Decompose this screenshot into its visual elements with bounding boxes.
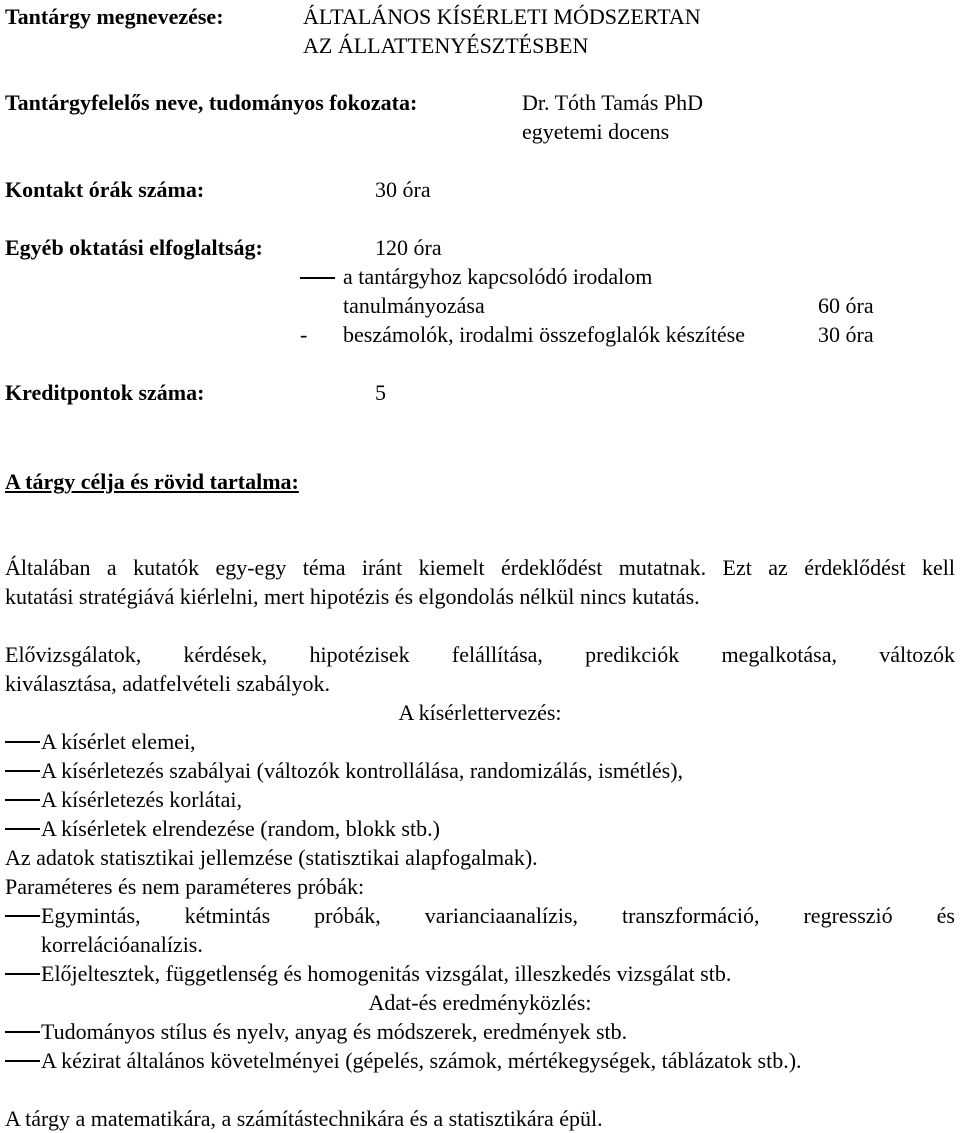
- responsible-title: egyetemi docens: [522, 119, 670, 144]
- test-item-1-line1: Egymintás, kétmintás próbák, varianciaanalízis, transzformáció, regresszió és: [41, 903, 955, 928]
- test-item-1-line2: korrelációanalízis.: [41, 932, 203, 957]
- report-heading: Adat-és eredményközlés:: [368, 990, 592, 1015]
- contact-hours-label: Kontakt órák száma:: [5, 177, 205, 202]
- final-line: A tárgy a matematikára, a számítástechnikára és a statisztikára épül.: [5, 1106, 603, 1131]
- paragraph-2-line1: Elővizsgálatok, kérdések, hipotézisek felállítása, predikciók megalkotása, változók: [5, 642, 955, 667]
- report-item-2: A kézirat általános követelményei (gépelés, számok, mértékegységek, táblázatok stb.).: [41, 1048, 802, 1073]
- dash-bullet: [5, 741, 40, 743]
- dash-bullet: [5, 1031, 40, 1033]
- responsible-label: Tantárgyfelelős neve, tudományos fokozata:: [5, 90, 418, 115]
- dash-bullet: [5, 915, 40, 917]
- design-item-1: A kísérlet elemei,: [41, 729, 196, 754]
- dash-bullet: [5, 828, 40, 830]
- dash-bullet: [5, 1060, 40, 1062]
- dash-bullet: [5, 770, 40, 772]
- paragraph-1-line1: Általában a kutatók egy-egy téma iránt kiemelt érdeklődést mutatnak. Ezt az érdeklődést kell: [5, 555, 955, 580]
- tests-line: Paraméteres és nem paraméteres próbák:: [5, 874, 365, 899]
- design-item-3: A kísérletezés korlátai,: [41, 787, 242, 812]
- subject-label: Tantárgy megnevezése:: [5, 4, 224, 29]
- report-item-1: Tudományos stílus és nyelv, anyag és módszerek, eredmények stb.: [41, 1019, 628, 1044]
- design-heading: A kísérlettervezés:: [398, 700, 562, 725]
- dash-bullet: [5, 799, 40, 801]
- dash-bullet: [5, 973, 40, 975]
- other-activity-label: Egyéb oktatási elfoglaltság:: [5, 235, 263, 260]
- design-item-4: A kísérletek elrendezése (random, blokk stb.): [41, 816, 440, 841]
- other-item-2-bullet: -: [300, 322, 308, 347]
- subject-title-line1: ÁLTALÁNOS KÍSÉRLETI MÓDSZERTAN: [303, 4, 701, 29]
- paragraph-2-line2: kiválasztása, adatfelvételi szabályok.: [5, 671, 330, 696]
- stats-line: Az adatok statisztikai jellemzése (statisztikai alapfogalmak).: [5, 845, 538, 870]
- test-item-2: Előjeltesztek, függetlenség és homogenitás vizsgálat, illeszkedés vizsgálat stb.: [41, 961, 732, 986]
- credits-value: 5: [375, 380, 386, 405]
- other-activity-value: 120 óra: [375, 235, 442, 260]
- design-item-2: A kísérletezés szabályai (változók kontrollálása, randomizálás, ismétlés),: [41, 758, 684, 783]
- other-item-1-line1: a tantárgyhoz kapcsolódó irodalom: [343, 264, 653, 289]
- other-item-2-text: beszámolók, irodalmi összefoglalók készítése: [343, 322, 745, 347]
- other-item-1-line2: tanulmányozása: [343, 293, 485, 318]
- other-item-2-hours: 30 óra: [818, 322, 874, 347]
- paragraph-1-line2: kutatási stratégiává kiérlelni, mert hipotézis és elgondolás nélkül nincs kutatás.: [5, 584, 700, 609]
- subject-title-line2: AZ ÁLLATTENYÉSZTÉSBEN: [303, 33, 589, 58]
- responsible-name: Dr. Tóth Tamás PhD: [522, 90, 703, 115]
- dash-bullet: [300, 277, 335, 279]
- contact-hours-value: 30 óra: [375, 177, 431, 202]
- other-item-1-hours: 60 óra: [818, 293, 874, 318]
- section-heading: A tárgy célja és rövid tartalma:: [5, 469, 299, 494]
- credits-label: Kreditpontok száma:: [5, 380, 205, 405]
